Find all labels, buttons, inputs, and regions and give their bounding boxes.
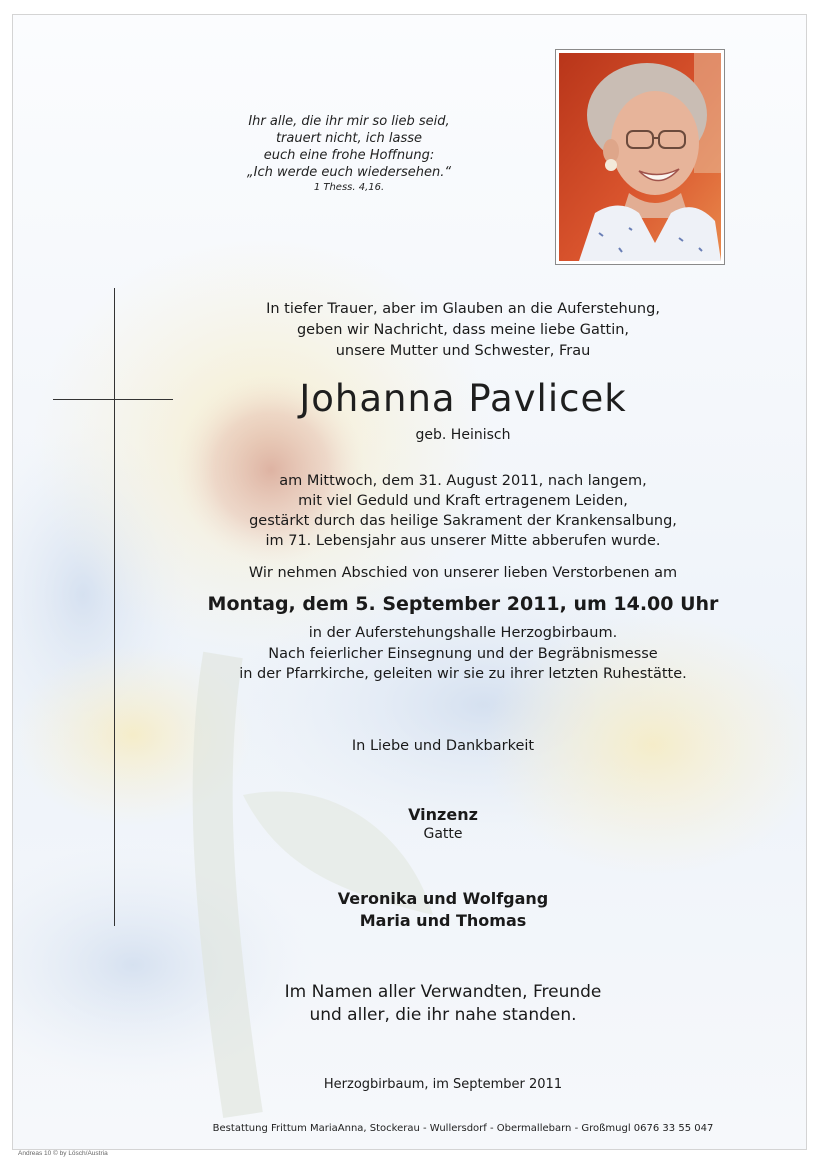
quote-line: Ihr alle, die ihr mir so lieb seid, <box>248 114 450 129</box>
spouse-role: Gatte <box>423 826 463 842</box>
print-credit: Andreas 10 © by Lösch/Austria <box>18 1150 108 1157</box>
child-couple: Maria und Thomas <box>359 911 527 930</box>
sky-patch <box>13 845 313 1085</box>
bible-quote <box>199 113 499 195</box>
funeral-location <box>153 623 773 685</box>
death-line: am Mittwoch, dem 31. August 2011, nach langem, <box>279 473 647 489</box>
death-line: im 71. Lebensjahr aus unserer Mitte abberufen wurde. <box>265 533 661 549</box>
undertaker-info: Bestattung Frittum MariaAnna, Stockerau - Wullersdorf - Obermallebarn - Großmugl 0676 33 55 047 <box>212 1123 714 1134</box>
thanks-line: In Liebe und Dankbarkeit <box>351 738 535 754</box>
funeral-date: Montag, dem 5. September 2011, um 14.00 Uhr <box>207 593 719 615</box>
intro-line: unsere Mutter und Schwester, Frau <box>335 343 591 359</box>
quote-line: trauert nicht, ich lasse <box>275 131 423 146</box>
portrait-photo <box>555 49 725 265</box>
relatives-text <box>213 981 673 1027</box>
maiden-name: geb. Heinisch <box>415 427 511 443</box>
portrait-image <box>559 53 721 261</box>
farewell-intro: Wir nehmen Abschied von unserer lieben Verstorbenen am <box>248 565 678 581</box>
cross-icon <box>114 288 115 926</box>
death-line: gestärkt durch das heilige Sakrament der Krankensalbung, <box>249 513 677 529</box>
location-line: in der Pfarrkirche, geleiten wir sie zu ihrer letzten Ruhestätte. <box>239 666 687 682</box>
location-line: Nach feierlicher Einsegnung und der Begräbnismesse <box>268 645 658 662</box>
quote-line: „Ich werde euch wiedersehen.“ <box>246 165 452 180</box>
relatives-line: Im Namen aller Verwandten, Freunde <box>284 982 602 1002</box>
intro-line: In tiefer Trauer, aber im Glauben an die Auferstehung, <box>266 301 660 317</box>
child-couple: Veronika und Wolfgang <box>337 889 549 908</box>
death-notice <box>153 471 773 551</box>
death-line: mit viel Geduld und Kraft ertragenem Leiden, <box>298 493 628 509</box>
place-date: Herzogbirbaum, im September 2011 <box>323 1077 563 1092</box>
location-line: in der Auferstehungshalle Herzogbirbaum. <box>308 625 618 641</box>
intro-line: geben wir Nachricht, dass meine liebe Gattin, <box>296 322 630 338</box>
obituary-card <box>12 14 807 1150</box>
quote-line: euch eine frohe Hoffnung: <box>263 148 435 163</box>
children-names <box>243 888 643 932</box>
quote-reference: 1 Thess. 4,16. <box>313 182 385 193</box>
intro-text <box>173 299 753 362</box>
relatives-line: und aller, die ihr nahe standen. <box>309 1005 577 1025</box>
deceased-name: Johanna Pavlicek <box>299 377 627 420</box>
spouse-name: Vinzenz <box>408 805 478 824</box>
cross-icon-bar <box>53 399 173 400</box>
